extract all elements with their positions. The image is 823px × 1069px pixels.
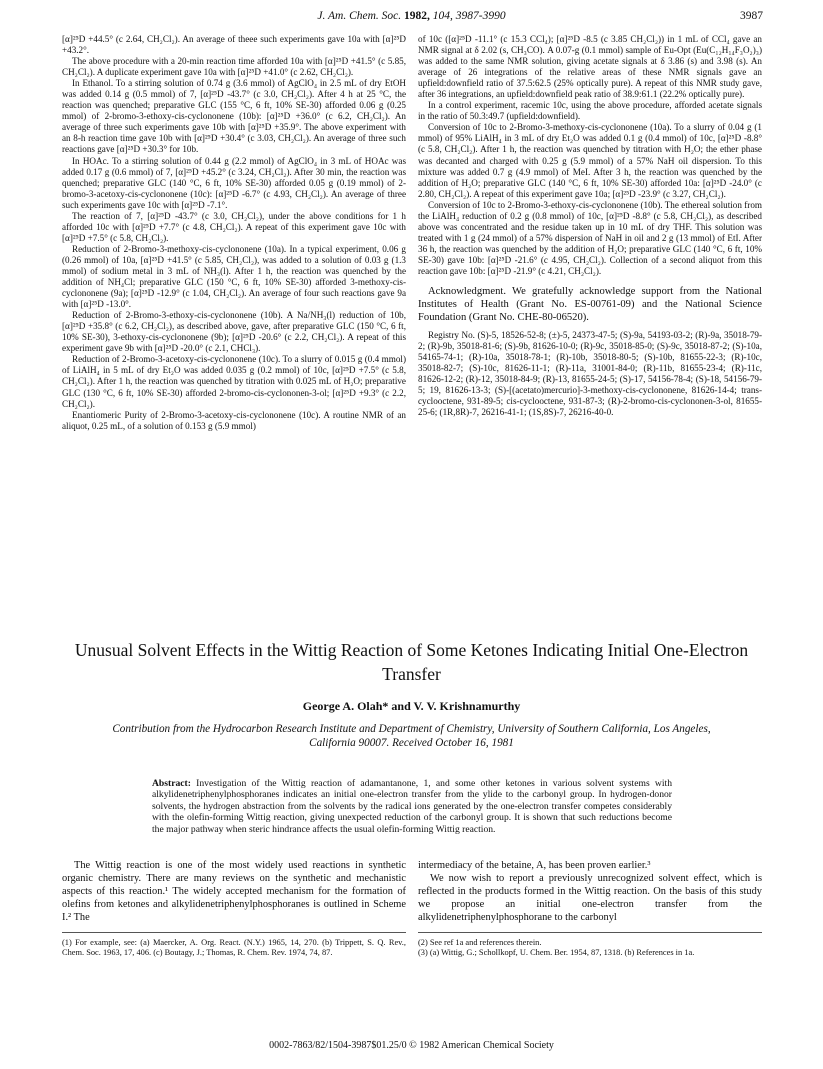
running-header xyxy=(0,10,823,26)
left-paragraph-5: The reaction of 7, [α]²⁵D -43.7° (c 3.0, CH₂Cl₂), under the above conditions for 1 h afforded 10c with [α]²⁵D +7.7° (c 4.8, CH₂Cl₂). A repeat of this experiment gave 10c with [α]²⁵D +7.5° (c 5.8, CH₂Cl₂). xyxy=(62,210,406,243)
acknowledgment: Acknowledgment. We gratefully acknowledge support from the National Institutes of Health (Grant No. ES-00761-09) and the National Science Foundation (Grant No. CHE-80-06520). xyxy=(418,286,762,324)
article-authors: George A. Olah* and V. V. Krishnamurthy xyxy=(302,699,521,713)
left-paragraph-6: Reduction of 2-Bromo-3-methoxy-cis-cyclononene (10a). In a typical experiment, 0.06 g (0.26 mmol) of 10a, [α]²⁵D +41.5° (c 5.85, CH₂Cl₂), was added to a solution of 0.03 g (1.3 mmol) of sodium metal in 3 mL of NH₃(l). After 1 h, the reaction was quenched by the addition of NH₄Cl; preparative GLC (150 °C, 6 ft, 10% SE-30) afforded 3-methoxy-cis-cyclononene (9a); [α]²⁵D -12.9° (c 1.04, CH₂Cl₂). An average of four such reactions gave 9a with [α]²⁵D -13.0°. xyxy=(62,243,406,310)
left-column-text xyxy=(62,34,406,432)
page-number: 3987 xyxy=(740,10,763,22)
right-paragraph-4: Conversion of 10c to 2-Bromo-3-ethoxy-cis-cyclononene (10b). The ethereal solution from the LiAlH₄ reduction of 0.2 g (0.8 mmol) of 10c, [α]²⁵D -8.8° (c 5.8, CH₂Cl₂), as described above was concentrated and the residue taken up in 10 mL of dry THF. This solution was treated with 1 g (24 mmol) of a 57% dispersion of NaH in oil and 2 g (13 mmol) of EtI. After 36 h, the reaction was quenched by the addition of H₂O; preparative GLC (140 °C, 6 ft, 10% SE-30) gave 10b: [α]²⁵D -21.6° (c 4.95, CH₂Cl₂). Collection of a second aliquot from this reaction gave 10b: [α]²⁵D -21.9° (c 4.21, CH₂Cl₂). xyxy=(418,199,762,276)
journal-volume-pages: 104, 3987-3990 xyxy=(432,10,506,22)
footnote-rule-right xyxy=(418,932,762,933)
journal-name: J. Am. Chem. Soc. xyxy=(317,10,402,22)
abstract-label: Abstract: xyxy=(152,778,191,789)
left-paragraph-2: The above procedure with a 20-min reaction time afforded 10a with [α]²⁵D +41.5° (c 5.85, CH₂Cl₂). A duplicate experiment gave 10a with [α]²⁵D +41.0° (c 2.62, CH₂Cl₂). xyxy=(62,56,406,78)
journal-citation xyxy=(0,10,823,22)
body-left xyxy=(62,860,406,925)
footnote-1: (1) For example, see: (a) Maercker, A. Org. React. (N.Y.) 1965, 14, 270. (b) Trippett, S. Q. Rev., Chem. Soc. 1963, 17, 406. (c) Boutagy, J.; Thomas, R. Chem. Rev. 1974, 74, 87. xyxy=(62,938,406,958)
left-paragraph-8: Reduction of 2-Bromo-3-acetoxy-cis-cyclononene (10c). To a slurry of 0.015 g (0.4 mmol) of LiAlH₄ in 5 mL of dry Et₂O was added 0.035 g (0.2 mmol) of 10c, [α]²⁵D +7.5° (c 5.8, CH₂Cl₂). After 1 h, the reaction was quenched by titration with 0.025 mL of H₂O; preparative GLC (130 °C, 6 ft, 10% SE-30) afforded 2-bromo-cis-cyclononen-3-ol; [α]²⁵D +9.3° (c 2.2, CH₂Cl₂). xyxy=(62,354,406,409)
right-paragraph-1: of 10c ([α]²⁵D -11.1° (c 15.3 CCl₄); [α]²⁵D -8.5 (c 3.85 CH₂Cl₂)) in 1 mL of CCl₄ gave an NMR signal at δ 2.02 (s, CH₃CO). A 0.07-g (0.1 mmol) sample of Eu-Opt (Eu(C₁₂H₁₄F₃O₂)₃) was added to the same NMR solution, giving acetate signals at δ 3.86 (s) and 3.98 (s). An average of 26 integrations of the relative areas of these NMR signals gave an upfield:downfield ratio of 37.5:62.5 (25% optically pure). A repeat of this NMR study gave, after 36 integrations, an upfield:downfield peak ratio of 38.9:61.1 (22.2% optically pure). xyxy=(418,34,762,100)
copyright-footer: 0002-7863/82/1504-3987$01.25/0 © 1982 American Chemical Society xyxy=(269,1040,554,1051)
abstract-text: Investigation of the Wittig reaction of adamantanone, 1, and some other ketones in various solvent systems with alkylidenetriphenylphosphoranes indicates an initial one-electron transfer from the ylide to the carbonyl group. In hydrogen-donor solvents, the hydrogen abstraction from the solvents by the radical ions generated by the one-electron transfer competes considerably with the olefin-forming Wittig reaction, giving unexpected reduction of the carbonyl group. It is shown that such reductions become the major pathway when steric hindrance affects the usual olefin-forming Wittig reaction. xyxy=(152,778,672,835)
left-paragraph-4: In HOAc. To a stirring solution of 0.44 g (2.2 mmol) of AgClO₄ in 3 mL of HOAc was added 0.17 g (0.6 mmol) of 7, [α]²⁵D +45.2° (c 3.24, CH₂Cl₂). After 30 min, the reaction was quenched; preparative GLC (140 °C, 6 ft, 10% SE-30) afforded 0.05 g (0.19 mmol) of 2-bromo-3-acetoxy-cis-cyclononene (10c): [α]²⁵D -6.7° (c 4.93, CH₂Cl₂). An average of three such experiments gave 10c with [α]²⁵D -7.1°. xyxy=(62,155,406,210)
journal-year: 1982, xyxy=(404,10,430,22)
footnote-2: (2) See ref 1a and references therein. xyxy=(418,938,542,947)
left-paragraph-7: Reduction of 2-Bromo-3-ethoxy-cis-cyclononene (10b). A Na/NH₃(l) reduction of 10b, [α]²⁵D +35.8° (c 6.2, CH₂Cl₂), as described above, gave, after preparative GLC (150 °C, 6 ft, 10% SE-30), 3-ethoxy-cis-cyclononene (9b); [α]²⁵D -20.6° (c 2.2, CH₂Cl₂). A repeat of this experiment gave 9b with [α]²⁵D -20.0° (c 2.1, CHCl₃). xyxy=(62,310,406,354)
footnote-rule-left xyxy=(62,932,406,933)
right-paragraph-3: Conversion of 10c to 2-Bromo-3-methoxy-cis-cyclononene (10a). To a slurry of 0.04 g (1 mmol) of 95% LiAlH₄ in 3 mL of dry Et₂O was added 0.1 g (0.4 mmol) of 10c, [α]²⁵D -8.8° (c 5.8, CH₂Cl₂). After 1 h, the reaction was quenched by titration with H₂O; the ether phase was decanted and charged with 0.25 g (5.9 mmol) of a 57% NaH oil dispersion. To this mixture was added 0.7 g (4.9 mmol) of MeI. After 3 h, the reaction was quenched by the addition of H₂O; preparative GLC (140 °C, 6 ft, 10% SE-30) afforded 10a: [α]²⁵D -24.0° (c 2.80, CH₂Cl₂). A repeat of this experiment gave 10a; [α]²⁵D -23.9° (c 3.27, CH₂Cl₂). xyxy=(418,122,762,199)
footnote-3: (3) (a) Wittig, G.; Schollkopf, U. Chem. Ber. 1954, 87, 1318. (b) References in 1a. xyxy=(418,948,695,958)
left-paragraph-9: Enantiomeric Purity of 2-Bromo-3-acetoxy-cis-cyclononene (10c). A routine NMR of an aliquot, 0.25 mL, of a solution of 0.153 g (5.9 mmol) xyxy=(62,409,406,431)
right-paragraph-2: In a control experiment, racemic 10c, using the above procedure, afforded acetate signals in the ratio of 50.3:49.7 (upfield:downfield). xyxy=(418,100,762,122)
footnotes-right xyxy=(418,938,762,959)
abstract xyxy=(152,778,672,835)
registry-numbers: Registry No. (S)-5, 18526-52-8; (±)-5, 24373-47-5; (S)-9a, 54193-03-2; (R)-9a, 35018-79-2; (R)-9b, 35018-81-6; (S)-9b, 81626-10-0; (R)-9c, 35018-85-0; (S)-9c, 35018-87-2; (S)-10a, 54165-74-1; (R)-10a, 35018-78-1; (R)-10b, 35018-80-5; (S)-10b, 81655-22-3; (R)-10c, 35018-82-7; (S)-10c, 81626-11-1; (R)-11a, 31001-84-0; (R)-11b, 81655-23-4; (R)-11c, 81626-12-2; (R)-12, 35018-84-9; (R)-13, 81655-24-5; (S)-17, 54156-78-4; (S)-18, 54156-79-5; 19, 81626-13-3; (S)-[(acetato)mercurio]-3-methoxy-cis-cyclononene, 81626-14-4; trans-cyclooctene, 931-89-5; cis-cyclooctene, 931-87-3; (R)-2-bromo-cis-cyclononen-3-ol, 81655-25-6; (1R,8R)-7, 26216-41-1; (1S,8S)-7, 26216-40-0. xyxy=(418,330,762,418)
right-column-paragraphs xyxy=(418,34,762,277)
body-right-paragraph-1: intermediacy of the betaine, A, has been proven earlier.³ xyxy=(418,860,651,871)
footnotes-left xyxy=(62,938,406,959)
body-right xyxy=(418,860,762,925)
left-paragraph-1: [α]²⁵D +44.5° (c 2.64, CH₂Cl₂). An average of theee such experiments gave 10a with [α]²⁵D +43.2°. xyxy=(62,34,406,56)
right-column-text xyxy=(418,34,762,418)
article-affiliation: Contribution from the Hydrocarbon Research Institute and Department of Chemistry, University of Southern California, Los Angeles, California 90007. Received October 16, 1981 xyxy=(112,723,711,749)
body-right-paragraph-2: We now wish to report a previously unrecognized solvent effect, which is reflected in the products formed in the Wittig reaction. On the basis of this study we propose an initial one-electron transfer from the alkylidenetriphenylphosphorane to the carbonyl xyxy=(418,872,762,923)
left-paragraph-3: In Ethanol. To a stirring solution of 0.74 g (3.6 mmol) of AgClO₄ in 2.5 mL of dry EtOH was added 0.14 g (0.5 mmol) of 7, [α]²⁵D -43.7° (c 3.0, CH₂Cl₂). After 4 h at 25 °C, the reaction was quenched; preparative GLC (155 °C, 6 ft, 10% SE-30) afforded 0.06 g (0.25 mmol) of 2-bromo-3-ethoxy-cis-cyclononene (10b): [α]²⁵D +36.0° (c 6.2, CH₂Cl₂). An average of three such experiments gave 10b with [α]²⁵D +35.9°. The above experiment with an 8-h reaction time gave 10b with [α]²⁵D +30.4° (c 3.03, CH₂Cl₂). An average of three such reactions gave [α]²⁵D +30.3° for 10b. xyxy=(62,78,406,155)
article-title: Unusual Solvent Effects in the Wittig Reaction of Some Ketones Indicating Initial One-Electron Transfer xyxy=(74,640,749,684)
body-left-paragraph: The Wittig reaction is one of the most widely used reactions in synthetic organic chemistry. There are many reviews on the synthetic and mechanistic aspects of this reaction.¹ The widely accepted mechanism for the formation of olefins from ketones and alkylidenetriphenylphosphoranes is outlined in Scheme I.² The xyxy=(62,860,406,923)
